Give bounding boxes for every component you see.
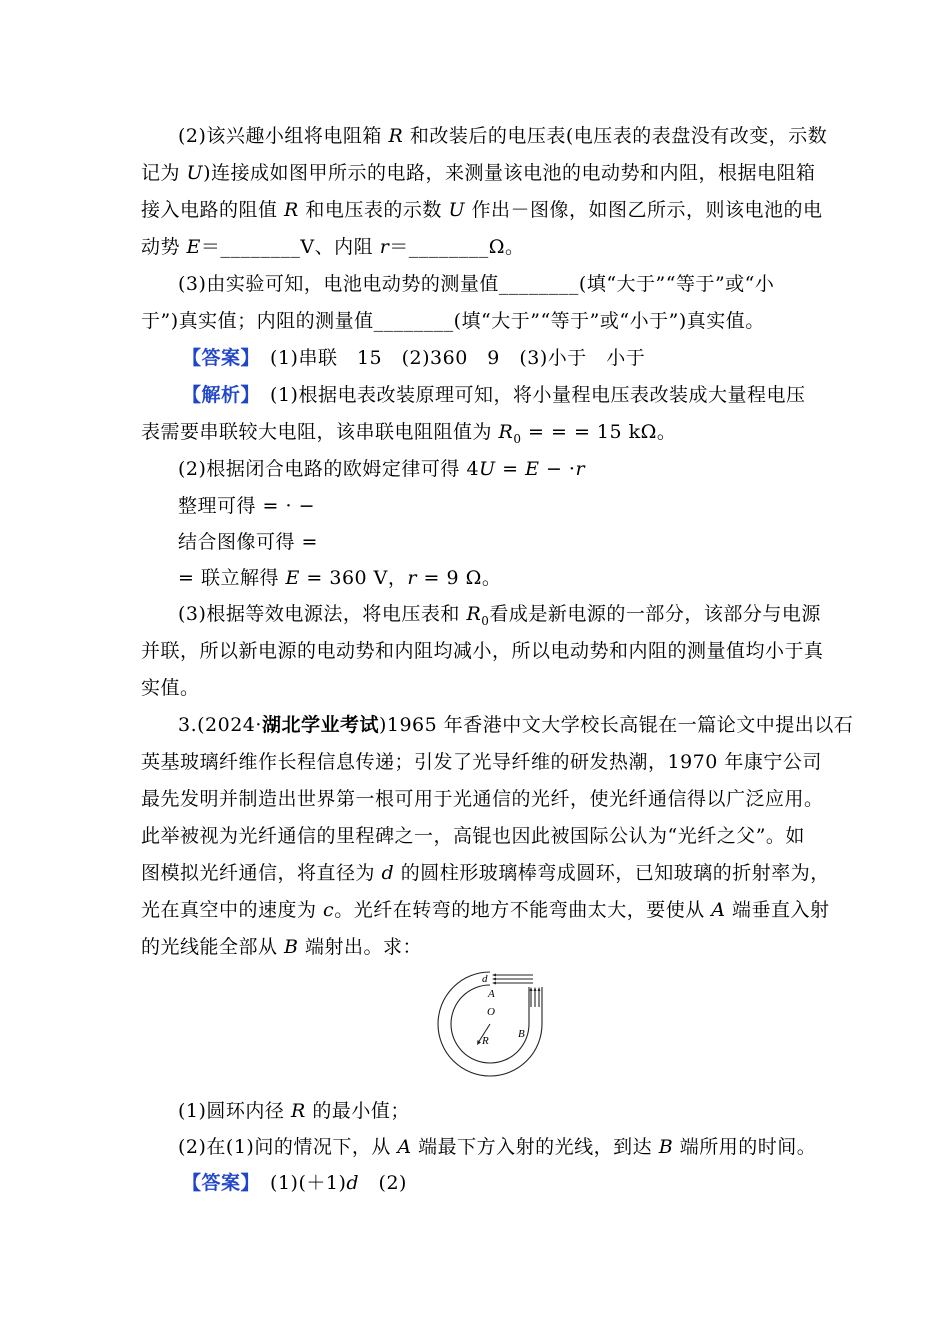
q2-line-2: 记为 U)连接成如图甲所示的电路，来测量该电池的电动势和内阻，根据电阻箱: [141, 162, 816, 184]
analysis-line-3: (2)根据闭合电路的欧姆定律可得 4U = E − ·r: [178, 458, 586, 480]
problem3-line-3: 最先发明并制造出世界第一根可用于光通信的光纤，使光纤通信得以广泛应用。: [141, 788, 824, 810]
q2-line-4: 动势 E＝________V、内阻 r＝________Ω。: [141, 236, 525, 258]
analysis-line-8: 并联，所以新电源的电动势和内阻均减小，所以电动势和内阻的测量值均小于真: [141, 640, 824, 662]
answer-tag: 【答案】: [182, 347, 251, 369]
problem3-line-6: 光在真空中的速度为 c。光纤在转弯的地方不能弯曲太大，要使从 A 端垂直入射: [141, 899, 830, 921]
label-B: B: [518, 1028, 525, 1040]
optical-fiber-ring-figure: [430, 965, 555, 1080]
analysis-line-4: 整理可得 = · −: [178, 495, 315, 517]
question-1: (1)圆环内径 R 的最小值；: [178, 1100, 410, 1122]
label-R: R: [482, 1035, 489, 1047]
analysis-line-2: 表需要串联较大电阻，该串联电阻阻值为 $R_0$ = = = 15 kΩ。: [141, 421, 677, 446]
analysis-line-6: = 联立解得 E = 360 V，r = 9 Ω。: [178, 567, 502, 589]
q3-line-2: 于”)真实值；内阻的测量值________(填“大于”“等于”或“小于”)真实值。: [141, 310, 765, 332]
analysis-line-5: 结合图像可得 =: [178, 531, 318, 553]
analysis-line-1: 【解析】 (1)根据电表改装原理可知，将小量程电压表改装成大量程电压: [182, 384, 806, 406]
answer-2: 【答案】 (1)(＋1)d (2): [182, 1172, 407, 1194]
q3-line-1: (3)由实验可知，电池电动势的测量值________(填“大于”“等于”或“小: [178, 273, 775, 295]
answer-tag: 【答案】: [182, 1172, 251, 1194]
q2-line-1: (2)该兴趣小组将电阻箱 R 和改装后的电压表(电压表的表盘没有改变，示数: [178, 125, 828, 147]
analysis-line-9: 实值。: [141, 677, 200, 699]
problem3-line-4: 此举被视为光纤通信的里程碑之一，高锟也因此被国际公认为“光纤之父”。如: [141, 825, 805, 847]
analysis-line-7: (3)根据等效电源法，将电压表和 $R_0$看成是新电源的一部分，该部分与电源: [178, 603, 821, 628]
problem3-line-1: 3.(2024·湖北学业考试)1965 年香港中文大学校长高锟在一篇论文中提出以石: [178, 714, 854, 736]
label-O: O: [487, 1006, 495, 1018]
problem3-line-2: 英基玻璃纤维作长程信息传递；引发了光导纤维的研发热潮，1970 年康宁公司: [141, 751, 822, 773]
question-2: (2)在(1)问的情况下，从 A 端最下方入射的光线，到达 B 端所用的时间。: [178, 1136, 817, 1158]
q2-line-3: 接入电路的阻值 R 和电压表的示数 U 作出－图像，如图乙所示，则该电池的电: [141, 199, 823, 221]
problem3-line-5: 图模拟光纤通信，将直径为 d 的圆柱形玻璃棒弯成圆环，已知玻璃的折射率为，: [141, 862, 830, 884]
answer-1: 【答案】 (1)串联 15 (2)360 9 (3)小于 小于: [182, 347, 646, 369]
label-d: d: [482, 973, 488, 985]
analysis-tag: 【解析】: [182, 384, 251, 406]
problem3-line-7: 的光线能全部从 B 端射出。求：: [141, 936, 423, 958]
label-A: A: [488, 988, 495, 1000]
